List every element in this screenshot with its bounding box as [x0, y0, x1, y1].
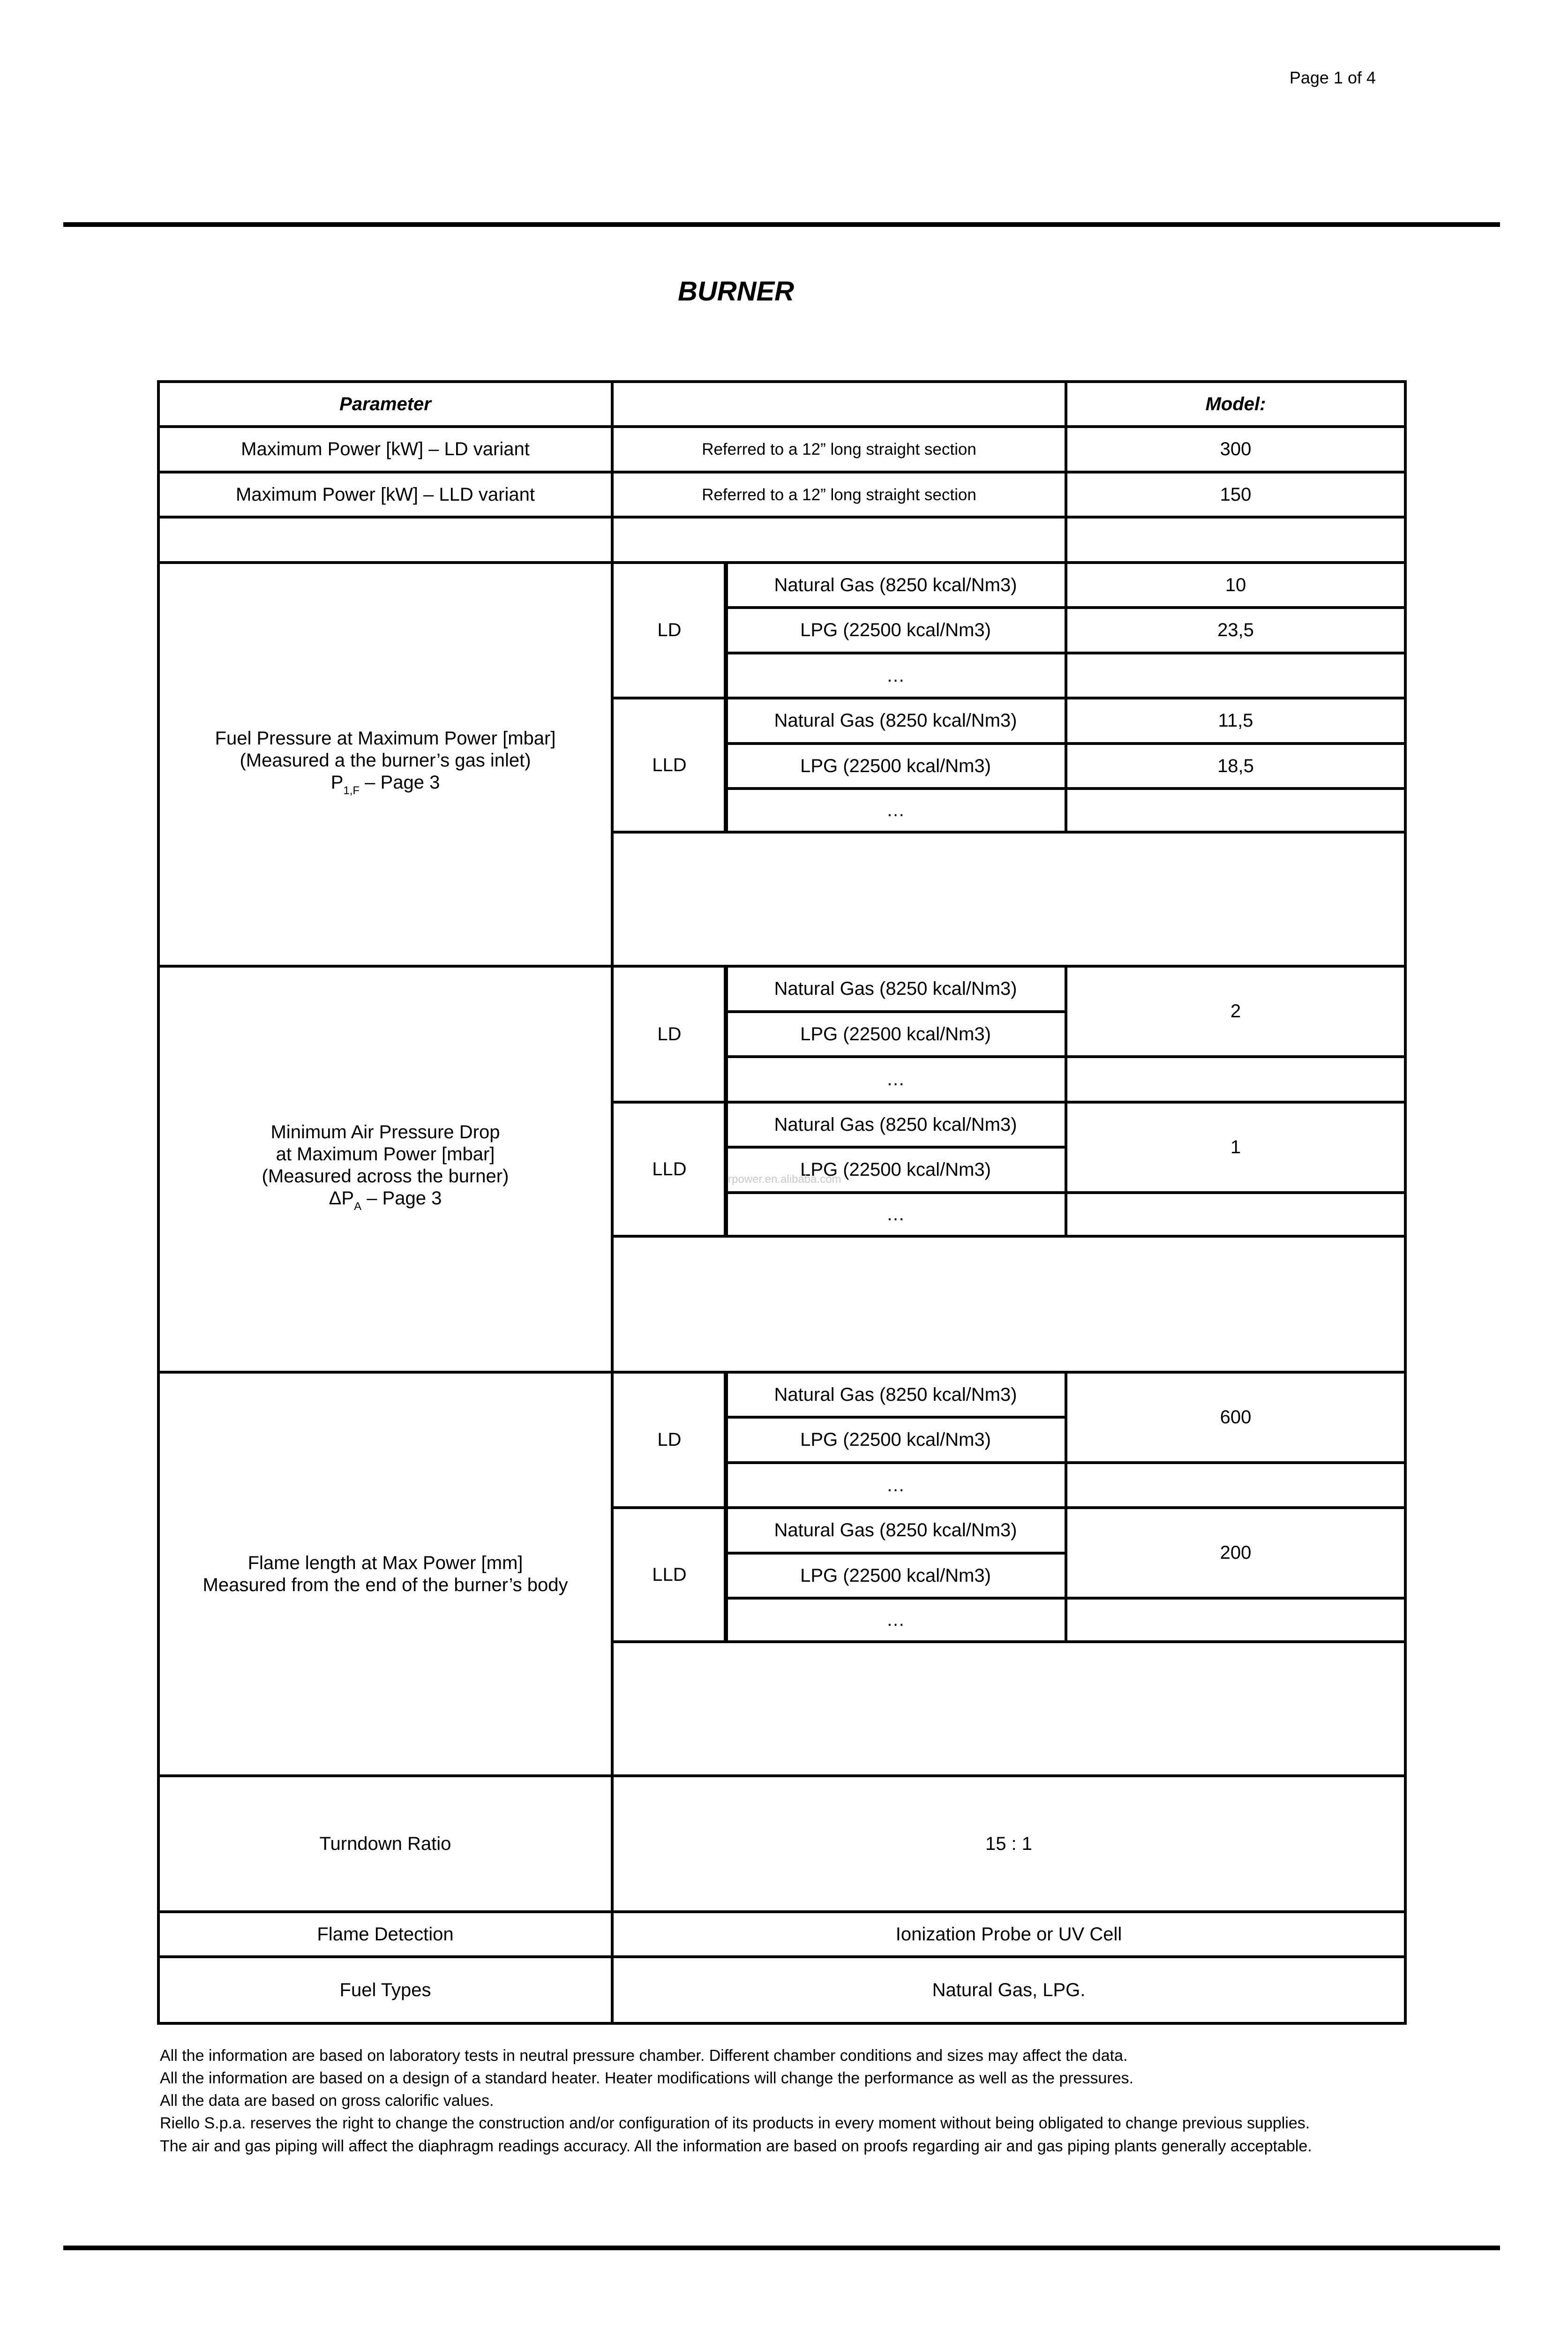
label-line: (Measured a the burner’s gas inlet): [240, 750, 531, 771]
label-line: [331, 772, 440, 802]
label-line: at Maximum Power [mbar]: [276, 1143, 495, 1164]
fuel-cell: Natural Gas (8250 kcal/Nm3): [724, 1101, 1067, 1149]
fuel-cell: LPG (22500 kcal/Nm3): [724, 1416, 1067, 1464]
value-cell: 200: [1065, 1506, 1407, 1600]
footnote: All the information are based on laboratory tests in neutral pressure chamber. Different chamber conditions and sizes may affect the data.: [160, 2047, 1128, 2065]
label-line: (Measured across the burner): [262, 1165, 509, 1187]
empty-cell: [1065, 1191, 1407, 1238]
empty-cell: [1065, 1597, 1407, 1643]
fuel-cell: …: [724, 1191, 1067, 1238]
empty-cell: [1065, 1055, 1407, 1104]
page-title: BURNER: [677, 276, 795, 307]
empty-cell: [611, 1640, 1407, 1777]
variant-lld: LLD: [611, 697, 728, 834]
turndown-label: Turndown Ratio: [157, 1774, 614, 1913]
max-power-lld-label: Maximum Power [kW] – LLD variant: [157, 471, 614, 518]
fuel-types-label: Fuel Types: [157, 1955, 614, 2025]
fuel-cell: LPG (22500 kcal/Nm3): [724, 606, 1067, 654]
value-cell: 2: [1065, 965, 1407, 1058]
fuel-types-value: Natural Gas, LPG.: [611, 1955, 1407, 2025]
fuel-cell: …: [724, 652, 1067, 699]
fuel-cell: Natural Gas (8250 kcal/Nm3): [724, 1506, 1067, 1555]
symbol: ΔP: [329, 1187, 354, 1209]
value-cell: 1: [1065, 1101, 1407, 1194]
fuel-cell: …: [724, 1461, 1067, 1509]
variant-ld: LD: [611, 561, 728, 699]
empty-cell: [1065, 516, 1407, 564]
fuel-cell: Natural Gas (8250 kcal/Nm3): [724, 561, 1067, 609]
page-ref: – Page 3: [360, 772, 440, 793]
max-power-ld-label: Maximum Power [kW] – LD variant: [157, 425, 614, 473]
page-ref: – Page 3: [361, 1187, 442, 1209]
value-cell: 11,5: [1065, 697, 1407, 745]
empty-cell: [611, 831, 1407, 968]
footnote: The air and gas piping will affect the diaphragm readings accuracy. All the information are based on proofs regarding air and gas piping plants generally acceptable.: [160, 2137, 1312, 2155]
max-power-lld-note: Referred to a 12” long straight section: [611, 471, 1067, 518]
fuel-pressure-label: [157, 561, 614, 968]
fuel-cell: Natural Gas (8250 kcal/Nm3): [724, 1371, 1067, 1419]
fuel-cell: LPG (22500 kcal/Nm3): [724, 1552, 1067, 1600]
empty-cell: [611, 516, 1067, 564]
label-line: Minimum Air Pressure Drop: [270, 1121, 500, 1142]
footnote: All the information are based on a design of a standard heater. Heater modifications will change the performance as well as the pressures.: [160, 2069, 1134, 2087]
max-power-ld-note: Referred to a 12” long straight section: [611, 425, 1067, 473]
variant-ld: LD: [611, 1371, 728, 1509]
label-line: Measured from the end of the burner’s body: [203, 1574, 568, 1595]
empty-cell: [1065, 1461, 1407, 1509]
fuel-cell: Natural Gas (8250 kcal/Nm3): [724, 965, 1067, 1013]
value-cell: 10: [1065, 561, 1407, 609]
fuel-cell: LPG (22500 kcal/Nm3): [724, 1010, 1067, 1058]
top-rule: [63, 222, 1500, 227]
max-power-ld-value: 300: [1065, 425, 1407, 473]
value-cell: 600: [1065, 1371, 1407, 1464]
symbol: P: [330, 772, 344, 793]
value-cell: 23,5: [1065, 606, 1407, 654]
watermark: rpower.en.alibaba.com: [728, 1173, 841, 1186]
subscript: A: [354, 1200, 362, 1213]
bottom-rule: [63, 2246, 1500, 2250]
turndown-value: 15 : 1: [611, 1774, 1407, 1913]
footnote: Riello S.p.a. reserves the right to change the construction and/or configuration of its products in every moment without being obligated to change previous supplies.: [160, 2114, 1310, 2132]
fuel-cell: LPG (22500 kcal/Nm3): [724, 1146, 1067, 1194]
flame-detection-label: Flame Detection: [157, 1910, 614, 1958]
value-cell: [1065, 652, 1407, 699]
label-line: [329, 1187, 442, 1217]
label-line: Flame length at Max Power [mm]: [248, 1552, 523, 1573]
header-parameter: Parameter: [157, 380, 614, 428]
subscript: 1,F: [343, 784, 360, 797]
label-line: Fuel Pressure at Maximum Power [mbar]: [215, 728, 556, 749]
variant-lld: LLD: [611, 1506, 728, 1643]
max-power-lld-value: 150: [1065, 471, 1407, 518]
header-middle: [611, 380, 1067, 428]
variant-lld: LLD: [611, 1101, 728, 1238]
fuel-cell: LPG (22500 kcal/Nm3): [724, 742, 1067, 790]
header-model: Model:: [1065, 380, 1407, 428]
page-number: Page 1 of 4: [1289, 68, 1376, 87]
empty-cell: [157, 516, 614, 564]
fuel-cell: …: [724, 1055, 1067, 1104]
fuel-cell: Natural Gas (8250 kcal/Nm3): [724, 697, 1067, 745]
value-cell: [1065, 787, 1407, 834]
fuel-cell: …: [724, 1597, 1067, 1643]
air-pressure-label: [157, 965, 614, 1374]
value-cell: 18,5: [1065, 742, 1407, 790]
variant-ld: LD: [611, 965, 728, 1104]
fuel-cell: …: [724, 787, 1067, 834]
empty-cell: [611, 1235, 1407, 1374]
flame-detection-value: Ionization Probe or UV Cell: [611, 1910, 1407, 1958]
footnote: All the data are based on gross calorific values.: [160, 2092, 494, 2110]
flame-length-label: [157, 1371, 614, 1777]
